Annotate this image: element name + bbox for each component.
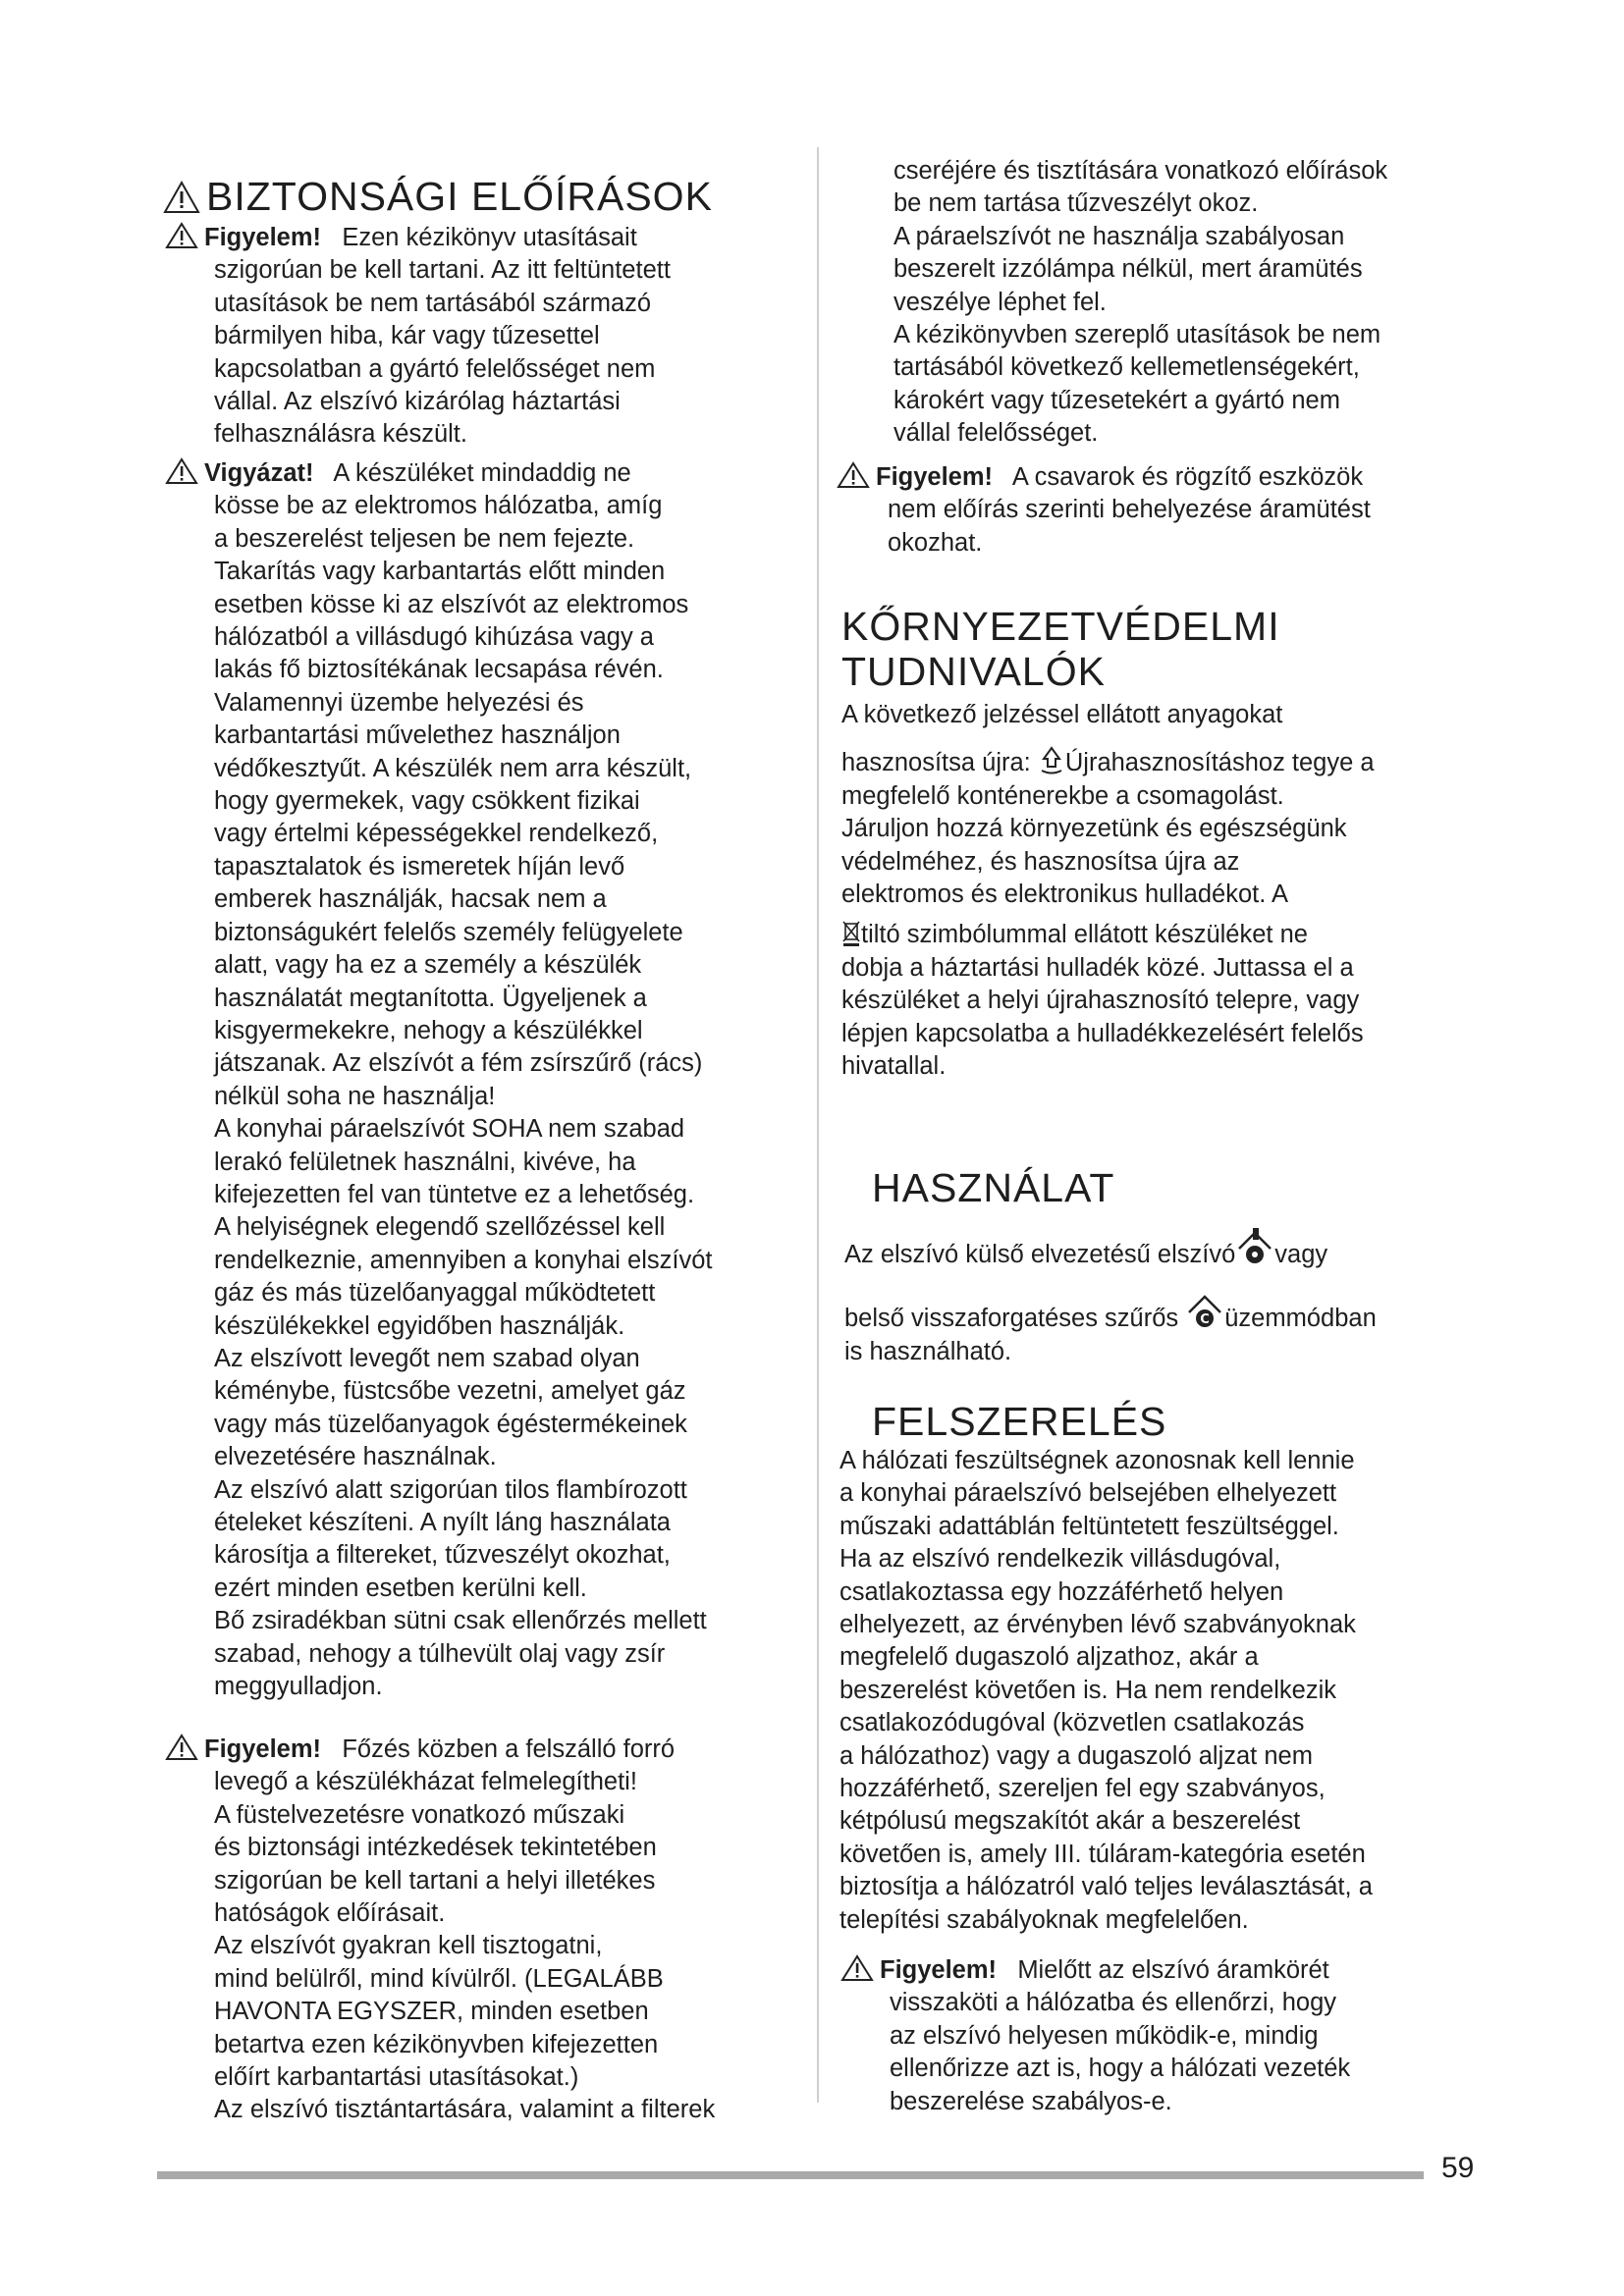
warning-5-lines xyxy=(840,1987,1479,2118)
paragraph-line: védelméhez, és hasznosítsa újra az xyxy=(841,847,1240,876)
warning-block-4 xyxy=(837,461,1475,560)
warning-icon xyxy=(165,457,198,485)
paragraph-line: Ezen kézikönyv utasításait xyxy=(342,224,637,251)
paragraph-line: utasítások be nem tartásából származó xyxy=(214,289,652,317)
warning-icon xyxy=(840,1954,874,1982)
warning-3-lines xyxy=(165,1766,793,2126)
paragraph-line: a beszerelést teljesen be nem fejezte. xyxy=(214,524,635,553)
environment-lines-2 xyxy=(841,952,1480,1084)
warning-label: Figyelem! xyxy=(204,1735,322,1763)
paragraph-line: Mielőtt az elszívó áramkörét xyxy=(1017,1956,1329,1984)
environment-title-line-1: KŐRNYEZETVÉDELMI xyxy=(841,604,1280,649)
warning-block-1 xyxy=(165,222,793,452)
paragraph-line: az elszívó helyesen működik-e, mindig xyxy=(890,2021,1319,2050)
paragraph-line: hivatallal. xyxy=(841,1052,947,1081)
environment-title xyxy=(841,604,1280,694)
paragraph-line: készülékekkel egyidőben használják. xyxy=(214,1311,625,1340)
paragraph-line: alatt, vagy ha ez a személy a készülék xyxy=(214,951,642,980)
paragraph-line: és biztonsági intézkedések tekintetében xyxy=(214,1834,657,1862)
paragraph-line: cseréjére és tisztítására vonatkozó előírások xyxy=(893,157,1388,185)
paragraph-line: csatlakozódugóval (közvetlen csatlakozás xyxy=(839,1709,1305,1737)
usage-text xyxy=(844,1227,1483,1368)
paragraph-line: felhasználásra készült. xyxy=(214,420,467,449)
recycle-icon xyxy=(1038,745,1065,776)
paragraph-line: nem előírás szerinti behelyezése áramütést xyxy=(888,496,1371,524)
footer-rule xyxy=(157,2171,1424,2179)
paragraph-line: Főzés közben a felszálló forró xyxy=(342,1735,676,1763)
paragraph-line: kétpólusú megszakítót akár a beszerelést xyxy=(839,1807,1301,1836)
paragraph-line: esetben kösse ki az elszívót az elektromos xyxy=(214,590,689,618)
paragraph-line: kapcsolatban a gyártó felelősséget nem xyxy=(214,354,656,383)
paragraph-line: készüléket a helyi újrahasznosító telepre, vagy xyxy=(841,987,1360,1015)
paragraph-line: vagy más tüzelőanyagok égéstermékeinek xyxy=(214,1410,687,1438)
paragraph-line: elvezetésére használnak. xyxy=(214,1443,497,1471)
paragraph-line: hasznosítsa újra: xyxy=(841,749,1031,777)
paragraph-line: beszerelést követően is. Ha nem rendelkezik xyxy=(839,1676,1337,1704)
warning-block-3 xyxy=(165,1734,793,2127)
warning-icon xyxy=(837,461,870,489)
paragraph-line: dobja a háztartási hulladék közé. Juttassa el a xyxy=(841,953,1354,982)
exhaust-mode-icon xyxy=(1235,1227,1274,1268)
environment-title-line-2: TUDNIVALÓK xyxy=(841,649,1106,694)
paragraph-line: Az elszívót gyakran kell tisztogatni, xyxy=(214,1932,603,1960)
warning-icon xyxy=(163,181,200,214)
paragraph-line: kifejezetten fel van tüntetve ez a lehetőség. xyxy=(214,1180,695,1208)
paragraph-line: Újrahasznosításhoz tegye a xyxy=(1064,749,1375,777)
paragraph-line: kösse be az elektromos hálózatba, amíg xyxy=(214,492,663,520)
paragraph-line: meggyulladjon. xyxy=(214,1673,383,1701)
paragraph-line: telepítési szabályoknak megfelelően. xyxy=(839,1905,1249,1934)
paragraph-line: hatóságok előírásait. xyxy=(214,1899,446,1928)
paragraph-line: elhelyezett, az érvényben lévő szabványoknak xyxy=(839,1611,1356,1639)
paragraph-line: kisgyermekekre, nehogy a készülékkel xyxy=(214,1016,643,1044)
paragraph-line: tartásából következő kellemetlenségekért, xyxy=(893,353,1360,382)
paragraph-line: A kézikönyvben szereplő utasítások be nem xyxy=(893,321,1381,349)
paragraph-line: Járuljon hozzá környezetünk és egészségünk xyxy=(841,815,1347,843)
paragraph-line: A csavarok és rögzítő eszközök xyxy=(1011,463,1364,491)
paragraph-line: szigorúan be kell tartani a helyi illetékes xyxy=(214,1866,656,1895)
paragraph-line: A következő jelzéssel ellátott anyagokat xyxy=(841,701,1283,728)
warning-4-lines xyxy=(837,494,1475,560)
paragraph-line: A páraelszívót ne használja szabályosan xyxy=(893,222,1345,250)
paragraph-line: károsítja a filtereket, tűzveszélyt okozhat, xyxy=(214,1541,671,1570)
paragraph-line: kéménybe, füstcsőbe vezetni, amelyet gáz xyxy=(214,1377,686,1406)
paragraph-line: is használható. xyxy=(844,1337,1012,1365)
recirculation-mode-icon xyxy=(1185,1293,1224,1332)
paragraph-line: rendelkeznie, amennyiben a konyhai elszívót xyxy=(214,1246,713,1274)
paragraph-line: előírt karbantartási utasításokat.) xyxy=(214,2063,579,2092)
paragraph-line: hálózatból a villásdugó kihúzása vagy a xyxy=(214,623,654,652)
paragraph-line: használatát megtanította. Ügyeljenek a xyxy=(214,984,647,1012)
paragraph-line: lakás fő biztosítékának lecsapása révén. xyxy=(214,656,664,684)
paragraph-line: emberek használják, hacsak nem a xyxy=(214,885,607,914)
paragraph-line: Ha az elszívó rendelkezik villásdugóval, xyxy=(839,1545,1281,1574)
paragraph-line: A füstelvezetésre vonatkozó műszaki xyxy=(214,1800,625,1829)
paragraph-line: Az elszívó külső elvezetésű elszívó xyxy=(844,1241,1236,1268)
paragraph-line: biztosítja a hálózatról való teljes leválasztását, a xyxy=(839,1873,1373,1901)
environment-lines xyxy=(841,780,1480,912)
paragraph-line: elektromos és elektronikus hulladékot. A xyxy=(841,881,1288,909)
usage-title: HASZNÁLAT xyxy=(872,1165,1115,1210)
warning-block-5 xyxy=(840,1954,1479,2118)
paragraph-line: be nem tartása tűzveszélyt okoz. xyxy=(893,189,1259,218)
paragraph-line: Bő zsiradékban sütni csak ellenőrzés mellett xyxy=(214,1607,707,1635)
paragraph-line: HAVONTA EGYSZER, minden esetben xyxy=(214,1998,649,2026)
paragraph-line: ételeket készíteni. A nyílt láng használata xyxy=(214,1509,671,1536)
warning-label: Figyelem! xyxy=(876,463,994,491)
paragraph-line: Az elszívó tisztántartására, valamint a filterek xyxy=(214,2096,716,2124)
paragraph-line: csatlakoztassa egy hozzáférhető helyen xyxy=(839,1577,1284,1606)
installation-text xyxy=(839,1445,1478,1937)
continued-text xyxy=(893,155,1483,451)
paragraph-line: bármilyen hiba, kár vagy tűzesettel xyxy=(214,322,600,350)
installation-title: FELSZERELÉS xyxy=(872,1399,1167,1444)
paragraph-line: A konyhai páraelszívót SOHA nem szabad xyxy=(214,1115,685,1144)
paragraph-line: nélkül soha ne használja! xyxy=(214,1082,496,1110)
paragraph-line: ellenőrizze azt is, hogy a hálózati vezeték xyxy=(890,2055,1351,2083)
column-divider xyxy=(817,147,819,2103)
safety-title xyxy=(163,173,713,220)
paragraph-line: Az elszívó alatt szigorúan tilos flambírozott xyxy=(214,1475,687,1504)
environment-text xyxy=(841,699,1480,1083)
paragraph-line: vagy xyxy=(1274,1241,1328,1268)
paragraph-line: szabad, nehogy a túlhevült olaj vagy zsír xyxy=(214,1639,666,1668)
paragraph-line: a hálózathoz) vagy a dugaszoló aljzat nem xyxy=(839,1741,1313,1770)
paragraph-line: karbantartási művelethez használjon xyxy=(214,721,621,750)
paragraph-line: a konyhai páraelszívó belsejében elhelyezett xyxy=(839,1479,1337,1508)
paragraph-line: betartva ezen kézikönyvben kifejezetten xyxy=(214,2030,659,2058)
warning-block-2 xyxy=(165,457,793,1703)
paragraph-line: okozhat. xyxy=(888,528,983,557)
warning-label: Figyelem! xyxy=(204,224,322,251)
paragraph-line: károkért vagy tűzesetekért a gyártó nem xyxy=(893,386,1340,414)
paragraph-line: mind belülről, mind kívülről. (LEGALÁBB xyxy=(214,1964,664,1993)
page-number: 59 xyxy=(1441,2152,1475,2184)
paragraph-line: visszaköti a hálózatba és ellenőrzi, hogy xyxy=(890,1989,1337,2017)
warning-icon xyxy=(165,1734,198,1761)
warning-2-lines xyxy=(165,490,793,1703)
safety-title-text: BIZTONSÁGI ELŐÍRÁSOK xyxy=(206,174,713,219)
paragraph-line: A készüléket mindaddig ne xyxy=(333,459,631,487)
paragraph-line: vagy értelmi képességekkel rendelkező, xyxy=(214,820,659,848)
paragraph-line: vállal felelősséget. xyxy=(893,419,1099,448)
paragraph-line: megfelelő konténerekbe a csomagolást. xyxy=(841,781,1284,810)
svg-text:C: C xyxy=(1200,1312,1211,1328)
paragraph-line: lépjen kapcsolatba a hulladékkezelésért felelős xyxy=(841,1019,1364,1047)
paragraph-line: A hálózati feszültségnek azonosnak kell lennie xyxy=(839,1447,1355,1474)
paragraph-line: beszerelt izzólámpa nélkül, mert áramütés xyxy=(893,255,1363,284)
paragraph-line: Valamennyi üzembe helyezési és xyxy=(214,688,584,717)
paragraph-line: tiltó szimbólummal ellátott készüléket ne xyxy=(861,921,1308,949)
paragraph-line: A helyiségnek elegendő szellőzéssel kell xyxy=(214,1213,666,1242)
paragraph-line: levegő a készülékházat felmelegítheti! xyxy=(214,1768,637,1796)
paragraph-line: gáz és más tüzelőanyaggal működtetett xyxy=(214,1279,656,1308)
paragraph-line: hozzáférhető, szereljen fel egy szabványos, xyxy=(839,1775,1326,1803)
warning-label: Figyelem! xyxy=(880,1956,998,1984)
warning-icon xyxy=(165,222,198,249)
warning-1-lines xyxy=(165,254,793,451)
paragraph-line: Az elszívott levegőt nem szabad olyan xyxy=(214,1344,640,1372)
paragraph-line: megfelelő dugaszoló aljzathoz, akár a xyxy=(839,1643,1259,1672)
paragraph-line: vállal. Az elszívó kizárólag háztartási xyxy=(214,388,621,416)
crossed-bin-icon xyxy=(841,919,861,948)
paragraph-line: Takarítás vagy karbantartás előtt minden xyxy=(214,558,666,586)
paragraph-line: ezért minden esetben kerülni kell. xyxy=(214,1574,587,1602)
paragraph-line: hogy gyermekek, vagy csökkent fizikai xyxy=(214,787,640,816)
paragraph-line: beszerelése szabályos-e. xyxy=(890,2087,1172,2115)
paragraph-line: belső visszaforgatéses szűrős xyxy=(844,1305,1179,1333)
paragraph-line: műszaki adattáblán feltüntetett feszültséggel. xyxy=(839,1512,1339,1540)
paragraph-line: védőkesztyűt. A készülék nem arra készült, xyxy=(214,754,692,782)
warning-label: Vigyázat! xyxy=(204,459,314,487)
paragraph-line: játszanak. Az elszívót a fém zsírszűrő (rács) xyxy=(214,1049,703,1078)
paragraph-line: tapasztalatok és ismeretek híján levő xyxy=(214,852,625,881)
paragraph-line: követően is, amely III. túláram-kategória esetén xyxy=(839,1840,1366,1868)
paragraph-line: üzemmódban xyxy=(1224,1305,1377,1333)
paragraph-line: veszélye léphet fel. xyxy=(893,288,1107,316)
paragraph-line: lerakó felületnek használni, kivéve, ha xyxy=(214,1148,636,1176)
paragraph-line: biztonságukért felelős személy felügyelete xyxy=(214,918,683,946)
paragraph-line: szigorúan be kell tartani. Az itt feltüntetett xyxy=(214,256,671,285)
